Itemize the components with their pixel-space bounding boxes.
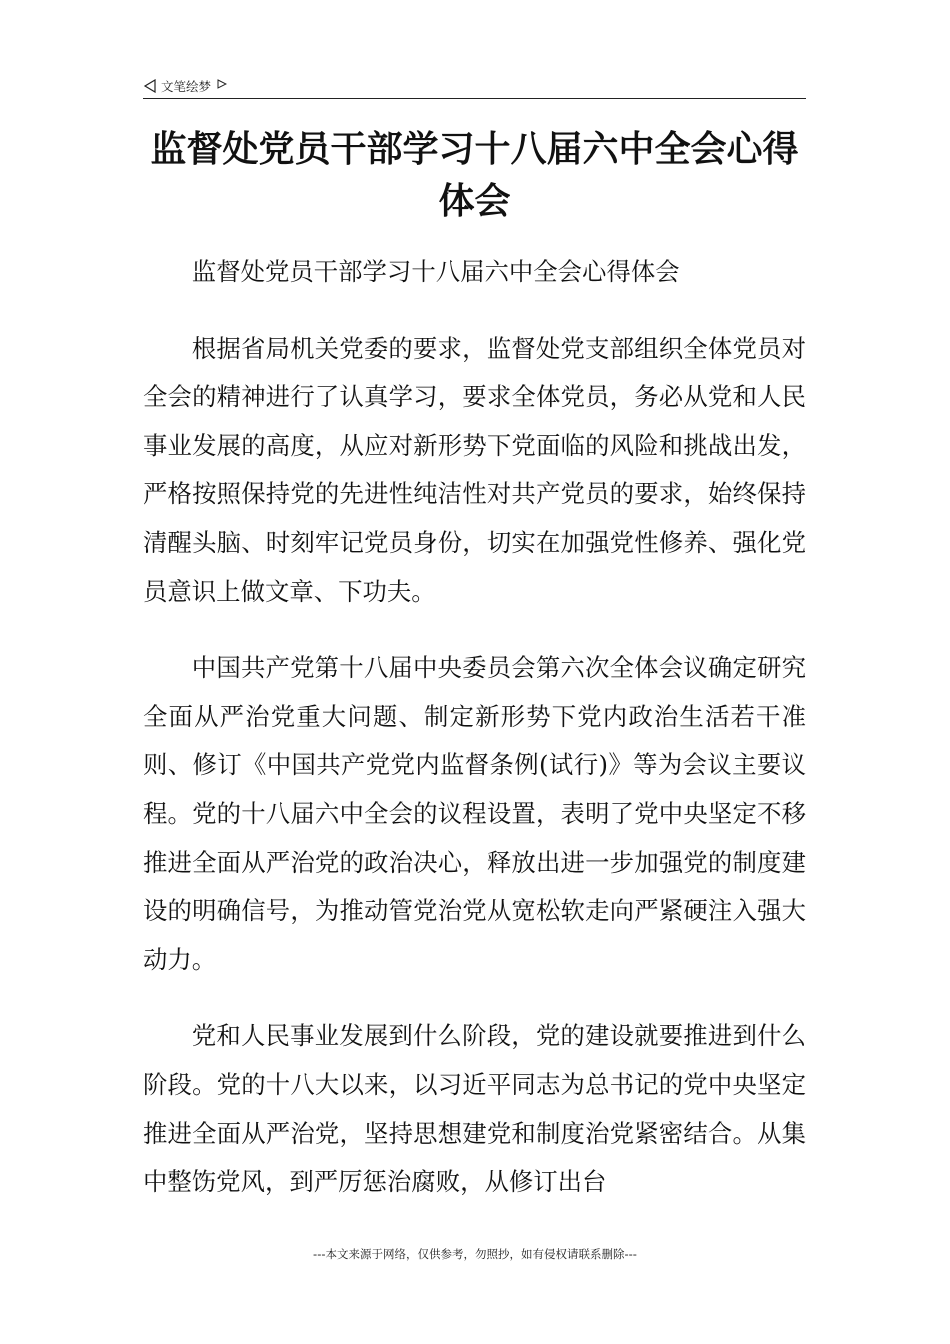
page-header [143,74,806,99]
document-title: 监督处党员干部学习十八届六中全会心得体会 [150,129,799,222]
paragraph: 根据省局机关党委的要求，监督处党支部组织全体党员对全会的精神进行了认真学习，要求全体党员，务必从党和人民事业发展的高度，从应对新形势下党面临的风险和挑战出发，严格按照保持党的先进性纯洁性对共产党员的要求，始终保持清醒头脑、时刻牢记党员身份，切实在加强党性修养、强化党员意识上做文章、下功夫。 [143,333,806,606]
header-brand: 文笔绘梦 [161,79,212,94]
triangle-left-icon [143,79,157,93]
paragraph: 党和人民事业发展到什么阶段，党的建设就要推进到什么阶段。党的十八大以来，以习近平同志为总书记的党中央坚定推进全面从严治党，坚持思想建党和制度治党紧密结合。从集中整饬党风，到严厉惩治腐败，从修订出台 [143,1021,806,1197]
document-body [143,248,806,1235]
footer-notice: ---本文来源于网络，仅供参考，勿照抄，如有侵权请联系删除--- [313,1247,637,1261]
triangle-right-icon [217,79,227,89]
document-subtitle: 监督处党员干部学习十八届六中全会心得体会 [191,257,680,286]
paragraph: 中国共产党第十八届中央委员会第六次全体会议确定研究全面从严治党重大问题、制定新形势下党内政治生活若干准则、修订《中国共产党党内监督条例(试行)》等为会议主要议程。党的十八届六中全会的议程设置，表明了党中央坚定不移推进全面从严治党的政治决心，释放出进一步加强党的制度建设的明确信号，为推动管党治党从宽松软走向严紧硬注入强大动力。 [143,653,806,974]
